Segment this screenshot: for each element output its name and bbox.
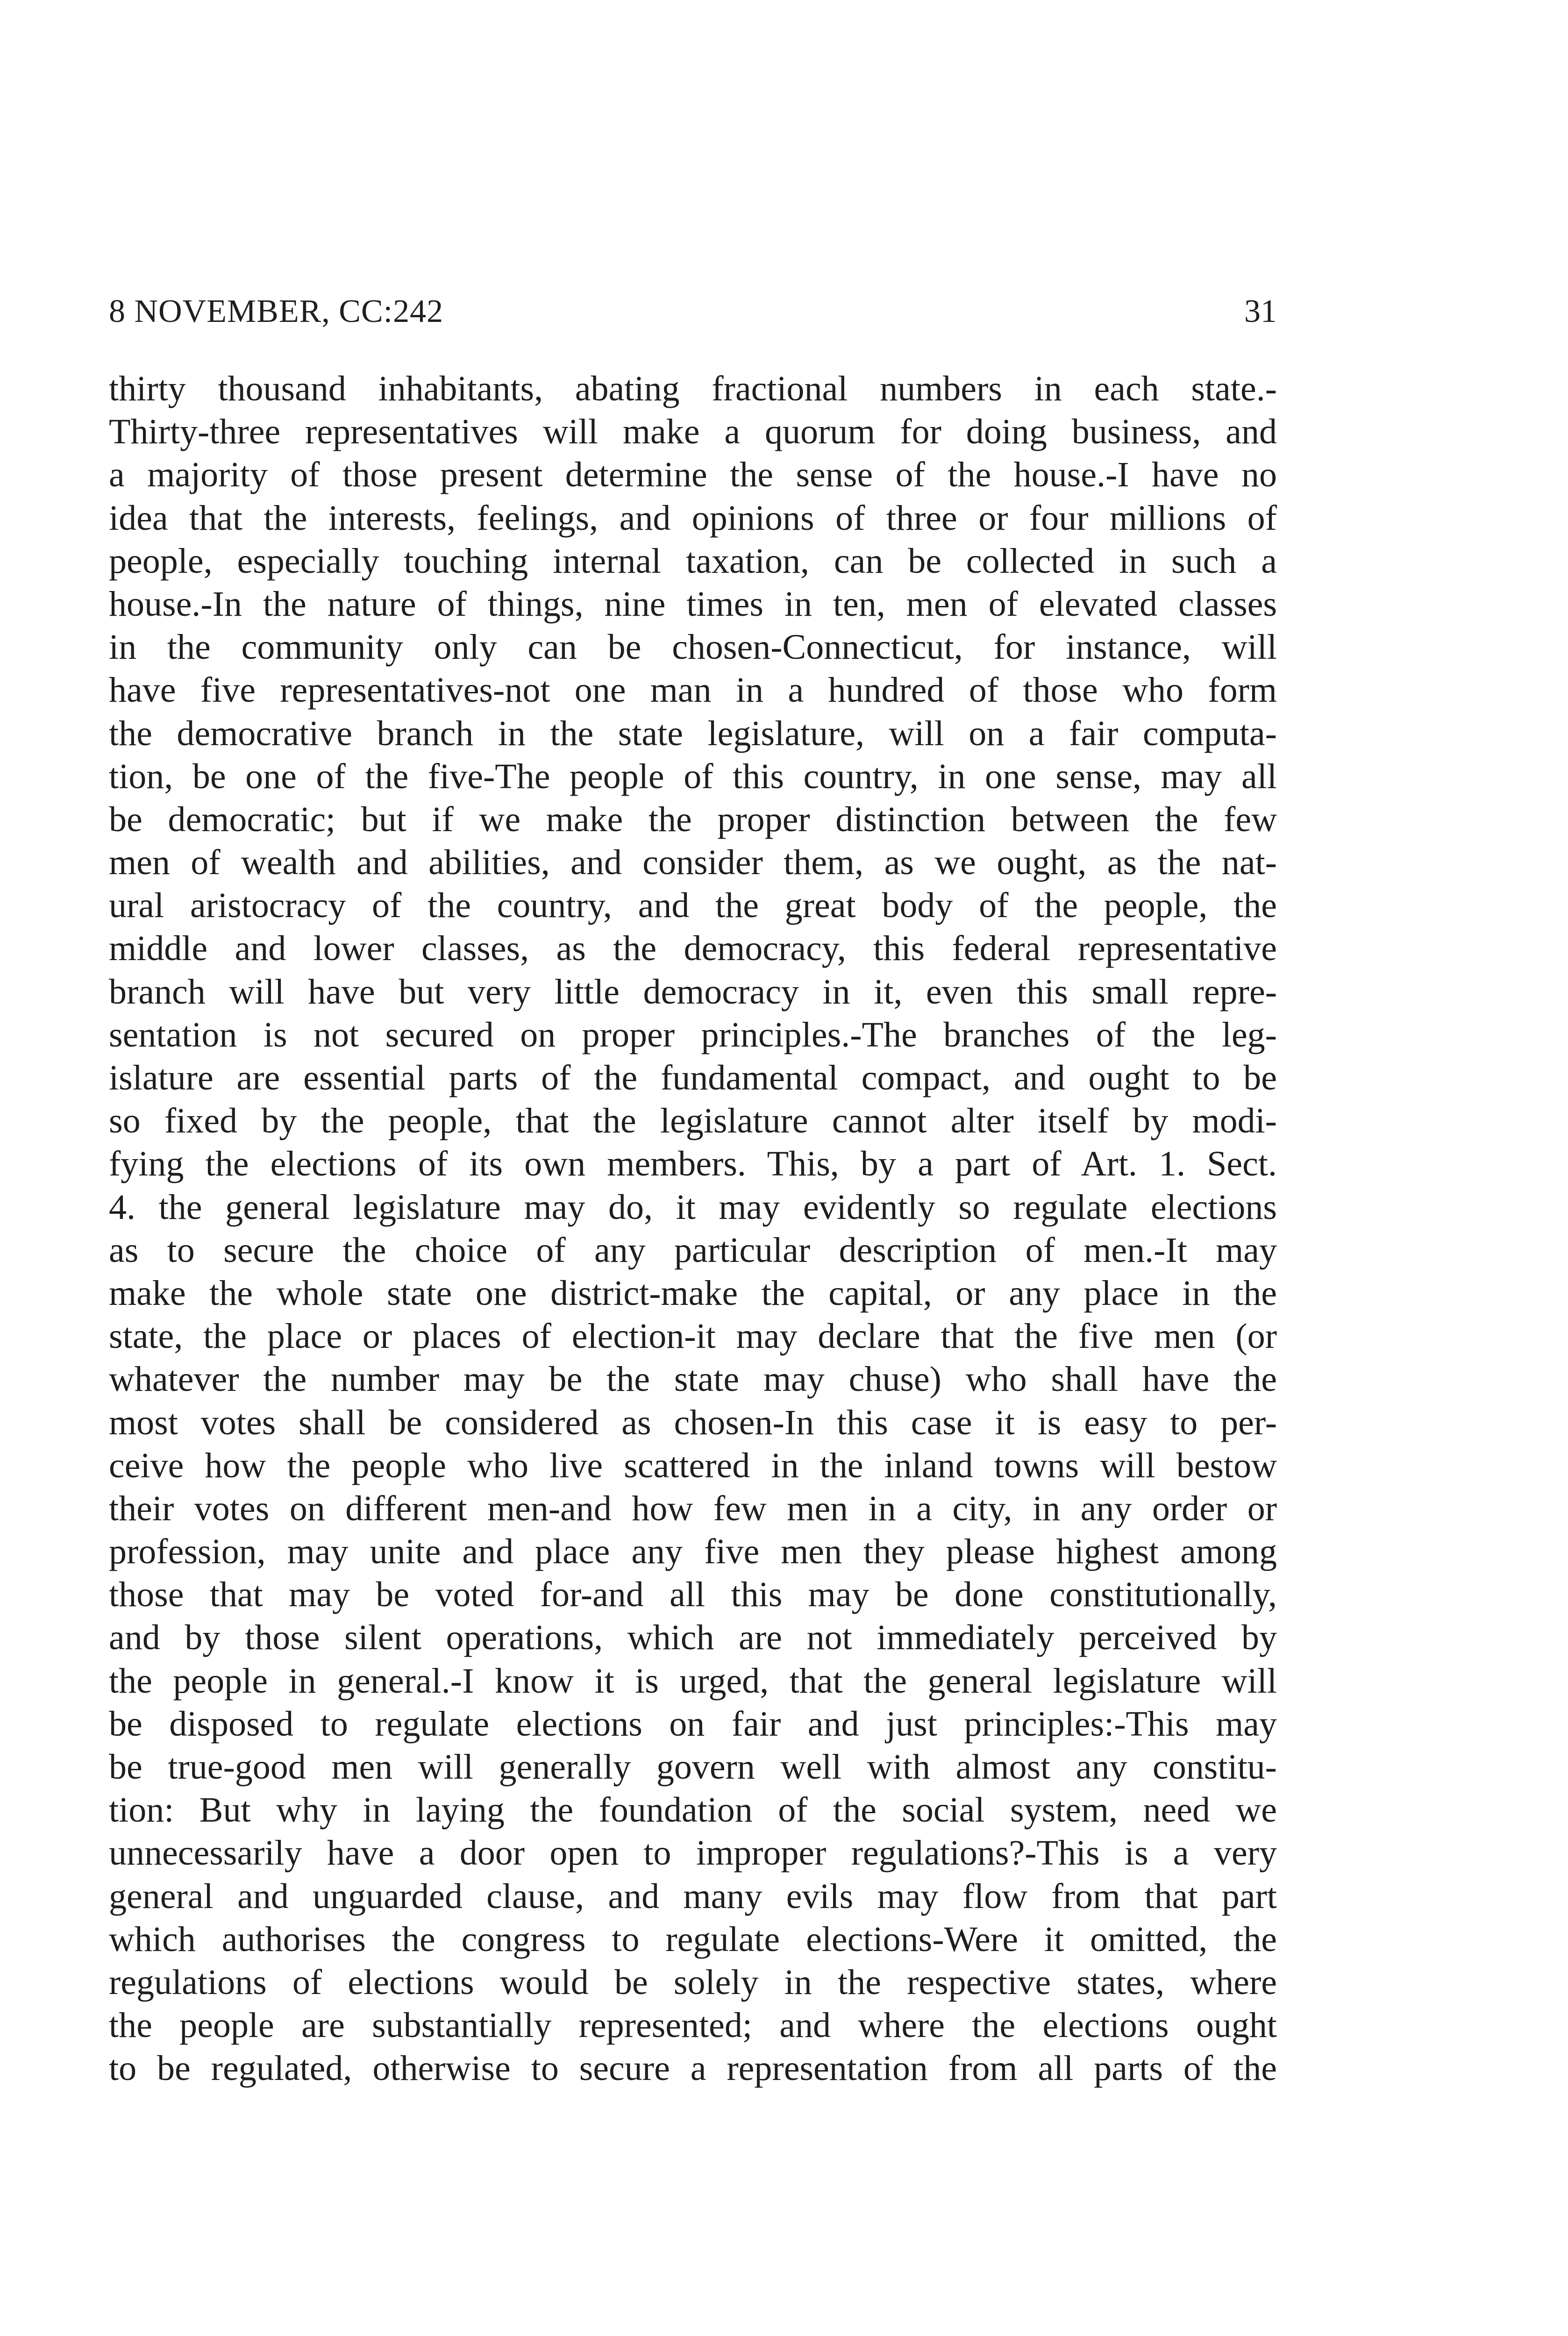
text-line: have five representatives-not one man in a hundred of those who form xyxy=(109,670,1277,710)
text-line: the people are substantially represented; and where the elections ought xyxy=(109,2006,1277,2045)
text-line: the democrative branch in the state legislature, will on a fair computa- xyxy=(109,713,1277,753)
page-number: 31 xyxy=(1244,293,1277,329)
text-line: ceive how the people who live scattered in the inland towns will bestow xyxy=(109,1446,1277,1485)
text-line: and by those silent operations, which are not immediately perceived by xyxy=(109,1618,1277,1658)
text-line: to be regulated, otherwise to secure a representation from all parts of the xyxy=(109,2049,1277,2088)
text-line: whatever the number may be the state may chuse) who shall have the xyxy=(109,1360,1277,1399)
text-line: a majority of those present determine the sense of the house.-I have no xyxy=(109,455,1277,495)
text-line: middle and lower classes, as the democracy, this federal representative xyxy=(109,929,1277,969)
body-text xyxy=(109,367,1277,2090)
running-head-title: 8 NOVEMBER, CC:242 xyxy=(109,293,444,329)
text-line: branch will have but very little democracy in it, even this small repre- xyxy=(109,972,1277,1011)
text-line: state, the place or places of election-it may declare that the five men (or xyxy=(109,1317,1277,1356)
text-line: be democratic; but if we make the proper distinction between the few xyxy=(109,799,1277,839)
text-line: which authorises the congress to regulate elections-Were it omitted, the xyxy=(109,1919,1277,1959)
text-line: the people in general.-I know it is urged, that the general legislature will xyxy=(109,1661,1277,1701)
text-line: be true-good men will generally govern well with almost any constitu- xyxy=(109,1747,1277,1787)
text-line: those that may be voted for-and all this may be done constitutionally, xyxy=(109,1575,1277,1615)
text-line: as to secure the choice of any particular description of men.-It may xyxy=(109,1230,1277,1270)
text-line: ural aristocracy of the country, and the great body of the people, the xyxy=(109,886,1277,926)
text-line: make the whole state one district-make the capital, or any place in the xyxy=(109,1273,1277,1313)
text-line: Thirty-three representatives will make a quorum for doing business, and xyxy=(109,412,1277,452)
text-line: regulations of elections would be solely in the respective states, where xyxy=(109,1962,1277,2002)
text-line: idea that the interests, feelings, and opinions of three or four millions of xyxy=(109,498,1277,538)
text-line: in the community only can be chosen-Connecticut, for instance, will xyxy=(109,627,1277,667)
text-line: tion: But why in laying the foundation of the social system, need we xyxy=(109,1790,1277,1830)
text-line: sentation is not secured on proper principles.-The branches of the leg- xyxy=(109,1015,1277,1054)
text-line: house.-In the nature of things, nine times in ten, men of elevated classes xyxy=(109,584,1277,624)
text-line: be disposed to regulate elections on fair and just principles:-This may xyxy=(109,1704,1277,1744)
text-line: islature are essential parts of the fundamental compact, and ought to be xyxy=(109,1058,1277,1097)
text-line: profession, may unite and place any five men they please highest among xyxy=(109,1532,1277,1572)
text-line: 4. the general legislature may do, it may evidently so regulate elections xyxy=(109,1187,1277,1227)
text-line: most votes shall be considered as chosen-In this case it is easy to per- xyxy=(109,1403,1277,1442)
text-line: thirty thousand inhabitants, abating fractional numbers in each state.- xyxy=(109,369,1277,408)
text-line: their votes on different men-and how few men in a city, in any order or xyxy=(109,1488,1277,1528)
text-line: fying the elections of its own members. This, by a part of Art. 1. Sect. xyxy=(109,1144,1277,1184)
text-line: men of wealth and abilities, and consider them, as we ought, as the nat- xyxy=(109,843,1277,883)
text-line: so fixed by the people, that the legislature cannot alter itself by modi- xyxy=(109,1101,1277,1141)
text-line: tion, be one of the five-The people of this country, in one sense, may all xyxy=(109,756,1277,796)
text-line: people, especially touching internal taxation, can be collected in such a xyxy=(109,541,1277,581)
text-line: general and unguarded clause, and many evils may flow from that part xyxy=(109,1876,1277,1916)
text-line: unnecessarily have a door open to improper regulations?-This is a very xyxy=(109,1833,1277,1873)
running-head xyxy=(109,286,1277,337)
